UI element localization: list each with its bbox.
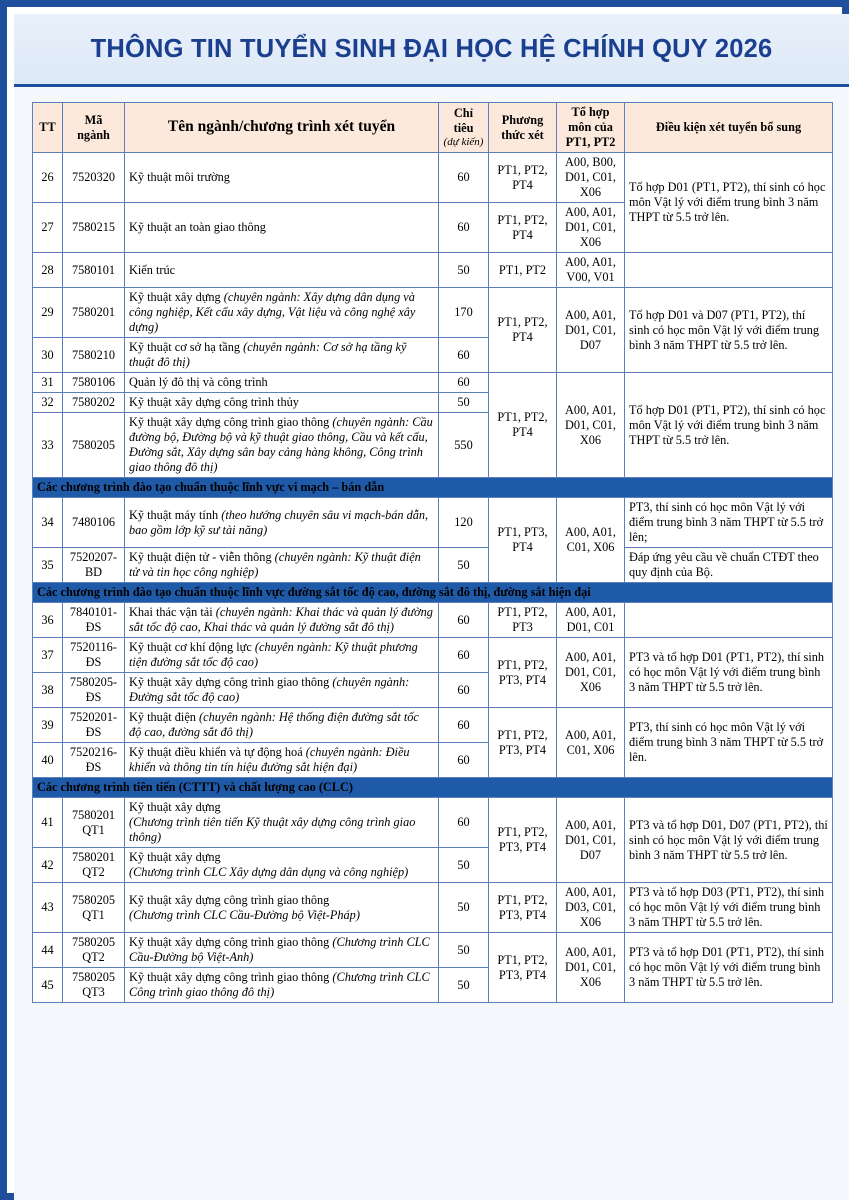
- cell-ma-nganh: 7580210: [63, 338, 125, 373]
- cell-tt: 26: [33, 153, 63, 203]
- cell-dieu-kien: PT3 và tổ hợp D03 (PT1, PT2), thí sinh có học môn Vật lý với điểm trung bình 3 năm THPT từ 5.5 trở lên.: [625, 883, 833, 933]
- cell-ma-nganh: 7580205 QT1: [63, 883, 125, 933]
- cell-ma-nganh: 7520320: [63, 153, 125, 203]
- cell-dieu-kien: PT3 và tổ hợp D01 (PT1, PT2), thí sinh có học môn Vật lý với điểm trung bình 3 năm THPT từ 5.5 trở lên.: [625, 638, 833, 708]
- cell-ma-nganh: 7580201: [63, 288, 125, 338]
- col-ma-nganh: Mã ngành: [63, 103, 125, 153]
- cell-chi-tieu: 60: [439, 603, 489, 638]
- cell-chi-tieu: 60: [439, 798, 489, 848]
- cell-phuong-thuc: PT1, PT2, PT4: [489, 288, 557, 373]
- cell-ma-nganh: 7580205-ĐS: [63, 673, 125, 708]
- cell-chi-tieu: 50: [439, 253, 489, 288]
- cell-ten-nganh: Kỹ thuật xây dựng công trình thủy: [125, 393, 439, 413]
- document-banner: [14, 14, 849, 87]
- cell-chi-tieu: 550: [439, 413, 489, 478]
- cell-dieu-kien: PT3 và tổ hợp D01, D07 (PT1, PT2), thí sinh có học môn Vật lý với điểm trung bình 3 năm THPT từ 5.5 trở lên.: [625, 798, 833, 883]
- cell-ten-nganh: Kỹ thuật xây dựng (chuyên ngành: Xây dựng dân dụng và công nghiệp, Kết cấu xây dựng, Vật liệu và công nghệ xây dựng): [125, 288, 439, 338]
- col-tt: TT: [33, 103, 63, 153]
- table-row: [33, 798, 833, 848]
- admissions-table: [32, 102, 833, 1003]
- cell-ma-nganh: 7580215: [63, 203, 125, 253]
- cell-phuong-thuc: PT1, PT2, PT4: [489, 153, 557, 203]
- table-row: [33, 153, 833, 203]
- cell-dieu-kien: PT3, thí sinh có học môn Vật lý với điểm trung bình 3 năm THPT từ 5.5 trở lên;: [625, 498, 833, 548]
- cell-ma-nganh: 7580205: [63, 413, 125, 478]
- cell-ten-nganh: Kỹ thuật cơ khí động lực (chuyên ngành: Kỹ thuật phương tiện đường sắt tốc độ cao): [125, 638, 439, 673]
- cell-to-hop: A00, A01, C01, X06: [557, 708, 625, 778]
- table-row: [33, 603, 833, 638]
- table-row: [33, 933, 833, 968]
- cell-to-hop: A00, A01, D03, C01, X06: [557, 883, 625, 933]
- cell-tt: 30: [33, 338, 63, 373]
- cell-tt: 32: [33, 393, 63, 413]
- table-body: [33, 153, 833, 1003]
- col-chi-tieu-label: Chỉ tiêu: [453, 105, 474, 135]
- cell-dieu-kien: Tổ hợp D01 (PT1, PT2), thí sinh có học môn Vật lý với điểm trung bình 3 năm THPT từ 5.5 trở lên.: [625, 153, 833, 253]
- cell-chi-tieu: 50: [439, 968, 489, 1003]
- cell-chi-tieu: 60: [439, 673, 489, 708]
- cell-chi-tieu: 60: [439, 638, 489, 673]
- section-label: Các chương trình tiên tiến (CTTT) và chất lượng cao (CLC): [33, 778, 833, 798]
- cell-chi-tieu: 50: [439, 848, 489, 883]
- cell-ma-nganh: 7520201-ĐS: [63, 708, 125, 743]
- cell-ten-nganh: Kỹ thuật máy tính (theo hướng chuyên sâu vi mạch-bán dẫn, bao gồm lớp kỹ sư tài năng): [125, 498, 439, 548]
- section-row: [33, 478, 833, 498]
- table-row: [33, 638, 833, 673]
- cell-tt: 44: [33, 933, 63, 968]
- cell-phuong-thuc: PT1, PT2, PT3, PT4: [489, 638, 557, 708]
- cell-chi-tieu: 50: [439, 393, 489, 413]
- cell-ten-nganh: Kiến trúc: [125, 253, 439, 288]
- table-row: [33, 498, 833, 548]
- cell-ten-nganh: Kỹ thuật xây dựng công trình giao thông (Chương trình CLC Công trình giao thông đô thị): [125, 968, 439, 1003]
- cell-ten-nganh: Kỹ thuật xây dựng công trình giao thông (chuyên ngành: Đường sắt tốc độ cao): [125, 673, 439, 708]
- cell-ten-nganh: Khai thác vận tải (chuyên ngành: Khai thác và quản lý đường sắt tốc độ cao, Khai thác và quản lý đường sắt đô thị): [125, 603, 439, 638]
- cell-phuong-thuc: PT1, PT2, PT4: [489, 203, 557, 253]
- cell-to-hop: A00, A01, C01, X06: [557, 498, 625, 583]
- cell-ten-nganh: Kỹ thuật xây dựng (Chương trình tiên tiến Kỹ thuật xây dựng công trình giao thông): [125, 798, 439, 848]
- cell-ten-nganh: Kỹ thuật cơ sở hạ tầng (chuyên ngành: Cơ sở hạ tầng kỹ thuật đô thị): [125, 338, 439, 373]
- col-phuong-thuc: Phương thức xét: [489, 103, 557, 153]
- cell-chi-tieu: 50: [439, 933, 489, 968]
- section-row: [33, 778, 833, 798]
- table-header-row: [33, 103, 833, 153]
- cell-to-hop: A00, A01, V00, V01: [557, 253, 625, 288]
- col-ten-nganh: Tên ngành/chương trình xét tuyển: [125, 103, 439, 153]
- cell-to-hop: A00, B00, D01, C01, X06: [557, 153, 625, 203]
- cell-ten-nganh: Kỹ thuật xây dựng công trình giao thông (chuyên ngành: Cầu đường bộ, Đường bộ và kỹ thuật giao thông, Cầu và kết cấu, Đường sắt, Xây dựng sân bay cảng hàng không, Công trình giao thông đô thị): [125, 413, 439, 478]
- cell-tt: 37: [33, 638, 63, 673]
- table-header: [33, 103, 833, 153]
- cell-ma-nganh: 7580202: [63, 393, 125, 413]
- cell-ten-nganh: Quản lý đô thị và công trình: [125, 373, 439, 393]
- cell-ma-nganh: 7580101: [63, 253, 125, 288]
- section-label: Các chương trình đào tạo chuẩn thuộc lĩnh vực vi mạch – bán dẫn: [33, 478, 833, 498]
- cell-phuong-thuc: PT1, PT2, PT3: [489, 603, 557, 638]
- cell-ma-nganh: 7520116-ĐS: [63, 638, 125, 673]
- cell-tt: 45: [33, 968, 63, 1003]
- cell-to-hop: A00, A01, D01, C01: [557, 603, 625, 638]
- col-dieu-kien: Điều kiện xét tuyển bổ sung: [625, 103, 833, 153]
- table-row: [33, 373, 833, 393]
- cell-dieu-kien: [625, 603, 833, 638]
- cell-tt: 39: [33, 708, 63, 743]
- page-content: [14, 14, 849, 1200]
- cell-tt: 36: [33, 603, 63, 638]
- cell-ma-nganh: 7520216-ĐS: [63, 743, 125, 778]
- cell-chi-tieu: 120: [439, 498, 489, 548]
- cell-tt: 40: [33, 743, 63, 778]
- cell-chi-tieu: 60: [439, 743, 489, 778]
- cell-tt: 31: [33, 373, 63, 393]
- col-chi-tieu: [439, 103, 489, 153]
- cell-ten-nganh: Kỹ thuật điều khiển và tự động hoá (chuyên ngành: Điều khiển và thông tin tín hiệu đường sắt hiện đại): [125, 743, 439, 778]
- cell-dieu-kien: PT3 và tổ hợp D01 (PT1, PT2), thí sinh có học môn Vật lý với điểm trung bình 3 năm THPT từ 5.5 trở lên.: [625, 933, 833, 1003]
- cell-ten-nganh: Kỹ thuật xây dựng công trình giao thông (Chương trình CLC Cầu-Đường bộ Việt-Anh): [125, 933, 439, 968]
- cell-ma-nganh: 7580205 QT3: [63, 968, 125, 1003]
- cell-phuong-thuc: PT1, PT2, PT4: [489, 373, 557, 478]
- cell-phuong-thuc: PT1, PT2, PT3, PT4: [489, 798, 557, 883]
- cell-dieu-kien: Tổ hợp D01 (PT1, PT2), thí sinh có học môn Vật lý với điểm trung bình 3 năm THPT từ 5.5 trở lên.: [625, 373, 833, 478]
- table-row: [33, 288, 833, 338]
- cell-to-hop: A00, A01, D01, C01, X06: [557, 933, 625, 1003]
- cell-tt: 27: [33, 203, 63, 253]
- cell-to-hop: A00, A01, D01, C01, X06: [557, 638, 625, 708]
- cell-ten-nganh: Kỹ thuật môi trường: [125, 153, 439, 203]
- cell-ten-nganh: Kỹ thuật xây dựng công trình giao thông (Chương trình CLC Cầu-Đường bộ Việt-Pháp): [125, 883, 439, 933]
- cell-phuong-thuc: PT1, PT2, PT3, PT4: [489, 708, 557, 778]
- section-label: Các chương trình đào tạo chuẩn thuộc lĩnh vực đường sắt tốc độ cao, đường sắt đô thị, đường sắt hiện đại: [33, 583, 833, 603]
- table-row: [33, 708, 833, 743]
- table-row: [33, 253, 833, 288]
- cell-dieu-kien: Tổ hợp D01 và D07 (PT1, PT2), thí sinh có học môn Vật lý với điểm trung bình 3 năm THPT từ 5.5 trở lên.: [625, 288, 833, 373]
- cell-chi-tieu: 50: [439, 883, 489, 933]
- cell-tt: 35: [33, 548, 63, 583]
- cell-chi-tieu: 60: [439, 153, 489, 203]
- cell-ma-nganh: 7580201 QT2: [63, 848, 125, 883]
- cell-ten-nganh: Kỹ thuật an toàn giao thông: [125, 203, 439, 253]
- cell-tt: 28: [33, 253, 63, 288]
- cell-dieu-kien: PT3, thí sinh có học môn Vật lý với điểm trung bình 3 năm THPT từ 5.5 trở lên.: [625, 708, 833, 778]
- cell-ma-nganh: 7580205 QT2: [63, 933, 125, 968]
- cell-to-hop: A00, A01, D01, C01, D07: [557, 798, 625, 883]
- cell-phuong-thuc: PT1, PT2, PT3, PT4: [489, 933, 557, 1003]
- cell-dieu-kien: [625, 253, 833, 288]
- page-title: THÔNG TIN TUYỂN SINH ĐẠI HỌC HỆ CHÍNH QUY 2026: [90, 34, 773, 63]
- cell-ma-nganh: 7840101-ĐS: [63, 603, 125, 638]
- cell-ten-nganh: Kỹ thuật điện tử - viễn thông (chuyên ngành: Kỹ thuật điện tử và tin học công nghiệp): [125, 548, 439, 583]
- cell-tt: 43: [33, 883, 63, 933]
- cell-ma-nganh: 7520207-BD: [63, 548, 125, 583]
- col-chi-tieu-sub: (dự kiến): [443, 135, 484, 148]
- cell-tt: 29: [33, 288, 63, 338]
- cell-chi-tieu: 60: [439, 203, 489, 253]
- cell-to-hop: A00, A01, D01, C01, X06: [557, 203, 625, 253]
- cell-to-hop: A00, A01, D01, C01, X06: [557, 373, 625, 478]
- cell-ten-nganh: Kỹ thuật điện (chuyên ngành: Hệ thống điện đường sắt tốc độ cao, đường sắt đô thị): [125, 708, 439, 743]
- cell-to-hop: A00, A01, D01, C01, D07: [557, 288, 625, 373]
- cell-ten-nganh: Kỹ thuật xây dựng (Chương trình CLC Xây dựng dân dụng và công nghiệp): [125, 848, 439, 883]
- cell-tt: 34: [33, 498, 63, 548]
- cell-tt: 42: [33, 848, 63, 883]
- cell-chi-tieu: 50: [439, 548, 489, 583]
- cell-dieu-kien: Đáp ứng yêu cầu về chuẩn CTĐT theo quy định của Bộ.: [625, 548, 833, 583]
- cell-tt: 41: [33, 798, 63, 848]
- cell-phuong-thuc: PT1, PT3, PT4: [489, 498, 557, 583]
- cell-ma-nganh: 7580201 QT1: [63, 798, 125, 848]
- col-to-hop: Tổ hợp môn của PT1, PT2: [557, 103, 625, 153]
- cell-chi-tieu: 60: [439, 373, 489, 393]
- table-row: [33, 548, 833, 583]
- cell-tt: 33: [33, 413, 63, 478]
- cell-tt: 38: [33, 673, 63, 708]
- cell-chi-tieu: 60: [439, 708, 489, 743]
- cell-chi-tieu: 60: [439, 338, 489, 373]
- cell-chi-tieu: 170: [439, 288, 489, 338]
- section-row: [33, 583, 833, 603]
- table-row: [33, 883, 833, 933]
- cell-ma-nganh: 7480106: [63, 498, 125, 548]
- cell-phuong-thuc: PT1, PT2: [489, 253, 557, 288]
- cell-ma-nganh: 7580106: [63, 373, 125, 393]
- cell-phuong-thuc: PT1, PT2, PT3, PT4: [489, 883, 557, 933]
- admissions-table-wrap: [32, 102, 832, 1003]
